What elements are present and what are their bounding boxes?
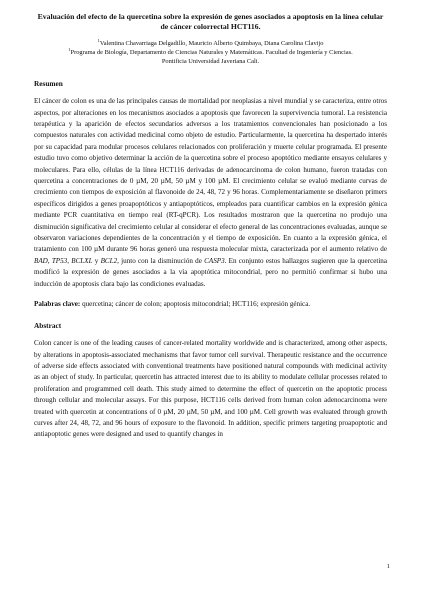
abstract-paragraph: Colon cancer is one of the leading causes of cancer-related mortality worldwide and is characterized, among other aspects, by alterations in apoptosis-associated mechanisms that favor tumor cell survival. Therapeutic resistance and the occurrence of adverse side effects associated with conventional treatments have positioned natural compounds with medicinal activity as an object of study. In particular, quercetin has attracted interest due to its ability to modulate cellular processes related to proliferation and programmed cell death. This study aimed to determine the effect of quercetin on the apoptotic process through cellular and molecular assays. For this purpose, HCT116 cells derived from human colon adenocarcinoma were treated with quercetin at concentrations of 0 µM, 20 µM, 50 µM, and 100 µM. Cell growth was evaluated through growth curves after 24, 48, 72, and 96 hours of exposure to the flavonoid. In addition, specific primers targeting proapoptotic and antiapoptotic genes were designed and used to quantify changes in xyxy=(34,339,387,439)
page-number: 1 xyxy=(386,563,390,570)
paper-page xyxy=(34,12,387,441)
gene-separator: , xyxy=(47,256,52,265)
gene-separator: y xyxy=(92,256,101,265)
resumen-text-a: El cáncer de colon es una de las principales causas de mortalidad por neoplasias a nivel mundial y se caracteriza, entre otros aspectos, por alteraciones en los mecanismos asociados a apoptosis que favorecen la supervivencia tumoral. La resistencia terapéutica y la aparición de efectos secundarios adversos a los tratamientos convencionales han posicionado a los compuestos naturales con actividad medicinal como objeto de estudio. Particularmente, la quercetina ha despertado interés por su capacidad para modular procesos celulares relacionados con proliferación y muerte celular programada. El presente estudio tuvo como objetivo determinar la acción de la quercetina sobre el proceso apoptótico mediante ensayos celulares y moleculares. Para ello, células de la línea HCT116 derivadas de adenocarcinoma de colon humano, fueron tratadas con quercetina a concentraciones de 0 µM, 20 µM, 50 µM y 100 µM. El crecimiento celular se evaluó mediante curvas de crecimiento con tiempos de exposición al flavonoide de 24, 48, 72 y 96 horas. Complementariamente se diseñaron primers específicos dirigidos a genes proapoptóticos y antiapoptóticos, empleados para cuantificar cambios en la expresión génica mediante PCR cuantitativa en tiempo real (RT-qPCR). Los resultados mostraron que la quercetina no produjo una disminución significativa del crecimiento celular al considerar el efecto general de las concentraciones evaluadas, aunque se observaron variaciones dependientes de la concentración y el tiempo de exposición. En cuanto a la expresión génica, el tratamiento con 100 µM durante 96 horas generó una respuesta molecular mixta, caracterizada por el aumento relativo de xyxy=(34,97,387,254)
abstract-heading: Abstract xyxy=(34,321,62,331)
resumen-text-b: , junto con la disminución de xyxy=(117,256,205,265)
resumen-heading: Resumen xyxy=(34,79,63,89)
gene-bcl2: BCL2 xyxy=(100,256,118,265)
keywords-line xyxy=(34,300,387,309)
gene-tp53: TP53 xyxy=(51,256,68,265)
resumen-text-c: . En conjunto estos hallazgos sugieren que la quercetina modificó la expresión de genes asociados a la vía apoptótica mitocondrial, pero no permitió confirmar si hubo una inducción de apoptosis clara bajo las condiciones evaluadas. xyxy=(34,256,388,288)
author-names xyxy=(34,40,387,49)
gene-casp3: CASP3 xyxy=(204,256,225,265)
keywords-label: Palabras clave: xyxy=(34,300,81,309)
resumen-paragraph xyxy=(34,96,387,290)
affiliation-text: Programa de Biología, Departamento de Ciencias Naturales y Matemáticas. Facultad de Ingeniería y Ciencias. xyxy=(70,49,353,56)
author-names-text: Valentina Chavarriaga Delgadillo, Mauricio Alberto Quimbaya, Diana Carolina Clavijo xyxy=(99,40,324,48)
gene-separator: , xyxy=(67,256,72,265)
keywords-text: quercetina; cáncer de colon; apoptosis mitocondrial; HCT116; expresión génica. xyxy=(80,300,311,309)
author-affiliation xyxy=(34,46,387,58)
gene-bclxl: BCLXL xyxy=(71,256,93,265)
paper-title: Evaluación del efecto de la quercetina sobre la expresión de genes asociados a apoptosis en la línea celular de cáncer colorrectal HCT116. xyxy=(37,12,384,32)
affiliation-marker: 1 xyxy=(97,38,100,44)
author-institution: Pontificia Universidad Javeriana Cali. xyxy=(161,57,260,65)
gene-bad: BAD xyxy=(34,256,48,265)
author-block xyxy=(34,40,387,66)
affiliation-marker: 1 xyxy=(68,46,71,52)
